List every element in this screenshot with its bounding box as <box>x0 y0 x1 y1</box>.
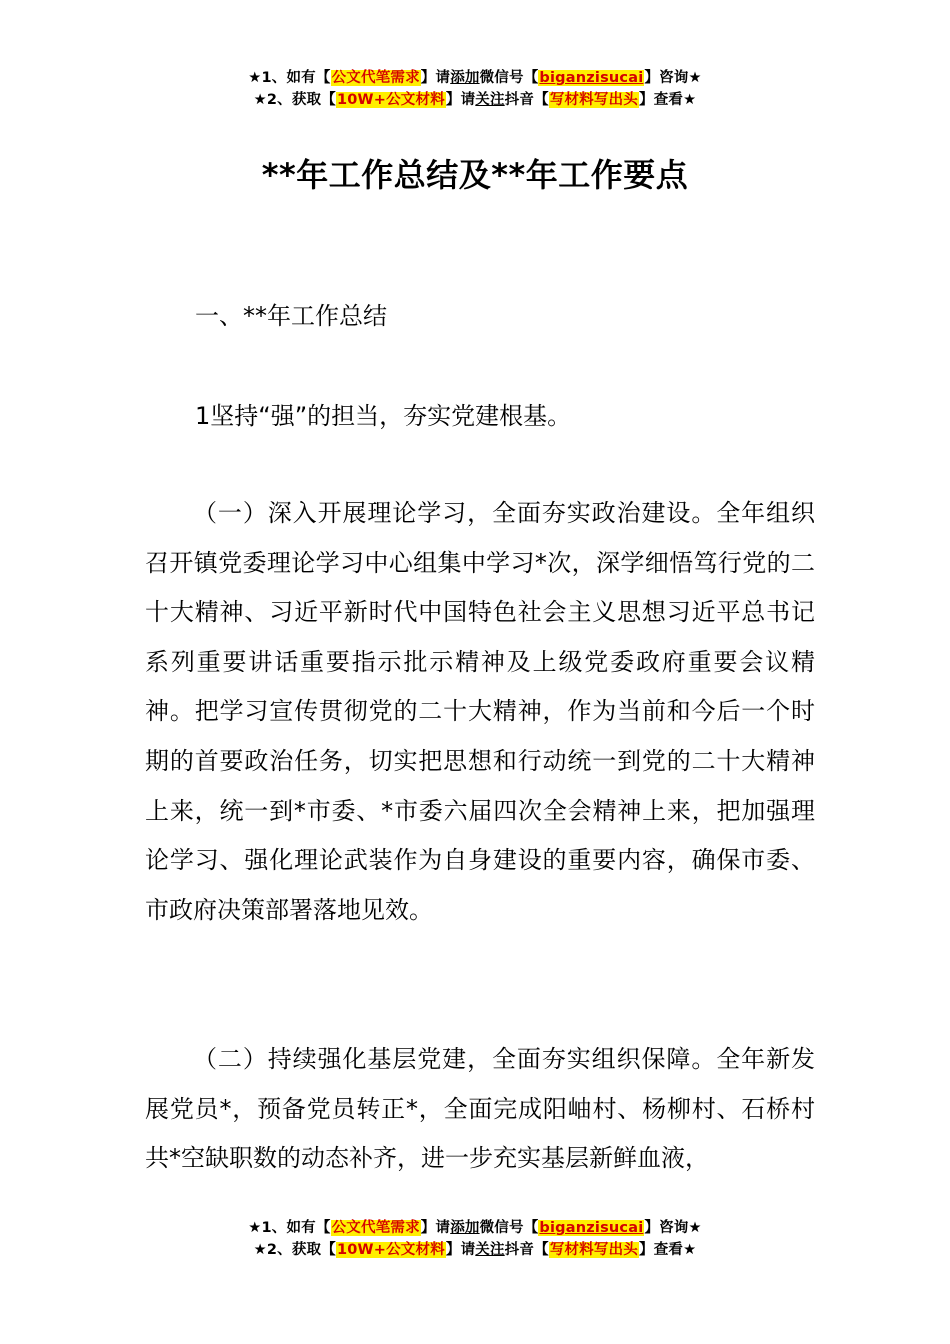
banner-text: 】请 <box>445 1242 476 1258</box>
banner-underline-text: 关注 <box>475 1242 505 1258</box>
banner-highlight: 10W+公文材料 <box>336 92 445 108</box>
banner-text: 抖音【 <box>504 1242 549 1258</box>
banner-line-2 <box>0 89 950 111</box>
banner-text: 抖音【 <box>504 92 549 108</box>
banner-underline-text: 添加 <box>450 1220 480 1236</box>
document-title: **年工作总结及**年工作要点 <box>261 156 689 194</box>
footer-banner <box>0 1217 950 1261</box>
banner-text: ★2、获取【 <box>253 92 336 108</box>
banner-highlight: 公文代笔需求 <box>331 1220 420 1236</box>
banner-highlight: 公文代笔需求 <box>331 70 420 86</box>
banner-text: 】查看★ <box>639 1242 697 1258</box>
banner-text: 微信号【 <box>479 70 539 86</box>
banner-highlight: 写材料写出头 <box>549 92 639 108</box>
banner-text: 】咨询★ <box>644 1220 702 1236</box>
banner-text: 】请 <box>420 1220 451 1236</box>
banner-underline-text: 添加 <box>450 70 480 86</box>
banner-text: 】请 <box>420 70 451 86</box>
header-banner <box>0 67 950 111</box>
banner-highlight: 10W+公文材料 <box>336 1242 445 1258</box>
banner-text: 】查看★ <box>639 92 697 108</box>
banner-text: 】请 <box>445 92 476 108</box>
section-heading: 一、**年工作总结 <box>195 302 387 330</box>
banner-underline-text: 关注 <box>475 92 505 108</box>
banner-line-1 <box>0 67 950 89</box>
banner-text: ★2、获取【 <box>253 1242 336 1258</box>
banner-line-2 <box>0 1239 950 1261</box>
banner-text: ★1、如有【 <box>248 1220 331 1236</box>
body-paragraph-2: （二）持续强化基层党建，全面夯实组织保障。全年新发展党员*，预备党员转正*，全面完成阳岫村、杨柳村、石桥村共*空缺职数的动态补齐，进一步充实基层新鲜血液， <box>145 1045 815 1173</box>
banner-text: ★1、如有【 <box>248 70 331 86</box>
banner-wechat-id: biganzisucai <box>539 70 644 86</box>
body-paragraph-1: （一）深入开展理论学习，全面夯实政治建设。全年组织召开镇党委理论学习中心组集中学习*次，深学细悟笃行党的二十大精神、习近平新时代中国特色社会主义思想习近平总书记系列重要讲话重要指示批示精神及上级党委政府重要会议精神。把学习宣传贯彻党的二十大精神，作为当前和今后一个时期的首要政治任务，切实把思想和行动统一到党的二十大精神上来，统一到*市委、*市委六届四次全会精神上来，把加强理论学习、强化理论武装作为自身建设的重要内容，确保市委、市政府决策部署落地见效。 <box>145 499 815 924</box>
subsection-heading: 1坚持“强”的担当，夯实党建根基。 <box>195 402 572 430</box>
banner-line-1 <box>0 1217 950 1239</box>
banner-text: 微信号【 <box>479 1220 539 1236</box>
banner-highlight: 写材料写出头 <box>549 1242 639 1258</box>
banner-wechat-id: biganzisucai <box>539 1220 644 1236</box>
banner-text: 】咨询★ <box>644 70 702 86</box>
